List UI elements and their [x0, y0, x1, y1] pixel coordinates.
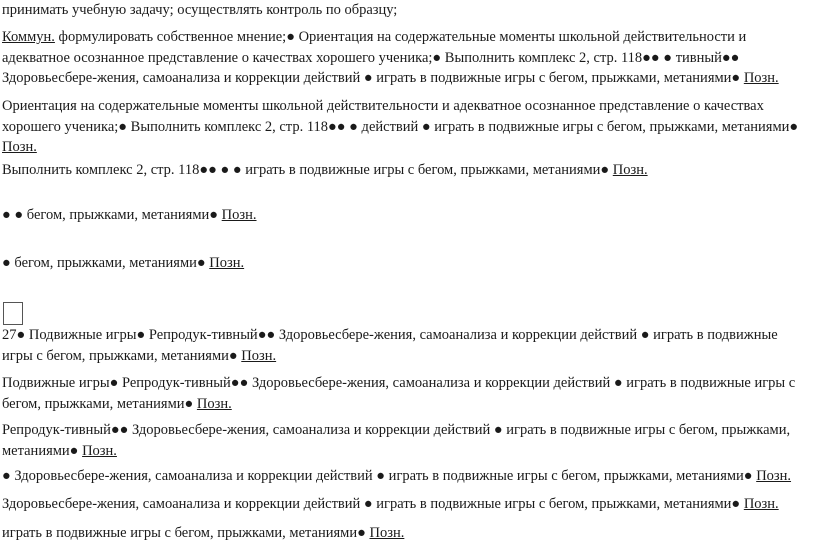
paragraph-text: формулировать собственное мнение;● Ориентация на содержательные моменты школьной действительности и адекватное осознанное представление о качествах хорошего ученика;● Выполнить комплекс 2, стр. 118●● ● тивный●● Здоровьесбере-жения, самоанализа и коррекции действий ● играть в подвижные игры с бегом, прыжками, метаниями● — [2, 29, 747, 86]
paragraph-text: 27● Подвижные игры● Репродук-тивный●● Здоровьесбере-жения, самоанализа и коррекции действий ● играть в подвижные игры с бегом, прыжками, метаниями● — [2, 327, 778, 364]
paragraph-text: ● ● бегом, прыжками, метаниями● — [2, 207, 222, 223]
paragraph-text: Здоровьесбере-жения, самоанализа и коррекции действий ● играть в подвижные игры с бегом, прыжками, метаниями● — [2, 496, 744, 512]
pozn-label: Позн. — [612, 162, 648, 178]
paragraph-text: принимать учебную задачу; осуществлять контроль по образцу; — [2, 2, 398, 18]
pozn-label: Позн. — [2, 139, 37, 155]
empty-box — [3, 302, 23, 325]
paragraph-0 — [2, 0, 810, 21]
pozn-label: Позн. — [369, 525, 405, 541]
pozn-label: Позн. — [241, 347, 277, 364]
paragraph-text: ● бегом, прыжками, метаниями● — [2, 255, 210, 271]
paragraph-text: Выполнить комплекс 2, стр. 118●● ● ● играть в подвижные игры с бегом, прыжками, метаниями● — [2, 162, 613, 178]
paragraph-text: Подвижные игры● Репродук-тивный●● Здоровьесбере-жения, самоанализа и коррекции действий ● играть в подвижные игры с бегом, прыжками, метаниями● — [2, 375, 796, 412]
paragraph-5 — [2, 253, 810, 274]
paragraph-text: Ориентация на содержательные моменты школьной действительности и адекватное осознанное представление о качествах хорошего ученика;● Выполнить комплекс 2, стр. 118●● ● действий ● играть в подвижные игры с бегом, прыжками, метаниями● — [2, 98, 799, 135]
pozn-label: Позн. — [82, 442, 117, 459]
pozn-label: Позн. — [743, 496, 779, 512]
pozn-label: Позн. — [743, 70, 779, 86]
kommun-label: Коммун. — [2, 29, 55, 45]
paragraph-8 — [2, 420, 810, 461]
pozn-label: Позн. — [756, 468, 792, 484]
paragraph-11 — [2, 523, 810, 544]
paragraph-text: играть в подвижные игры с бегом, прыжками, метаниями● — [2, 525, 370, 541]
paragraph-2 — [2, 96, 810, 158]
paragraph-text: ● Здоровьесбере-жения, самоанализа и коррекции действий ● играть в подвижные игры с бегом, прыжками, метаниями● — [2, 468, 757, 484]
paragraph-text: Репродук-тивный●● Здоровьесбере-жения, самоанализа и коррекции действий ● играть в подвижные игры с бегом, прыжками, метаниями● — [2, 422, 791, 459]
pozn-label: Позн. — [196, 395, 232, 412]
paragraph-7 — [2, 373, 810, 414]
paragraph-3 — [2, 160, 810, 181]
paragraph-4 — [2, 205, 810, 226]
paragraph-9 — [2, 466, 810, 487]
paragraph-6 — [2, 325, 810, 366]
paragraph-1 — [2, 27, 810, 89]
pozn-label: Позн. — [209, 255, 245, 271]
pozn-label: Позн. — [221, 207, 257, 223]
paragraph-10 — [2, 494, 810, 515]
